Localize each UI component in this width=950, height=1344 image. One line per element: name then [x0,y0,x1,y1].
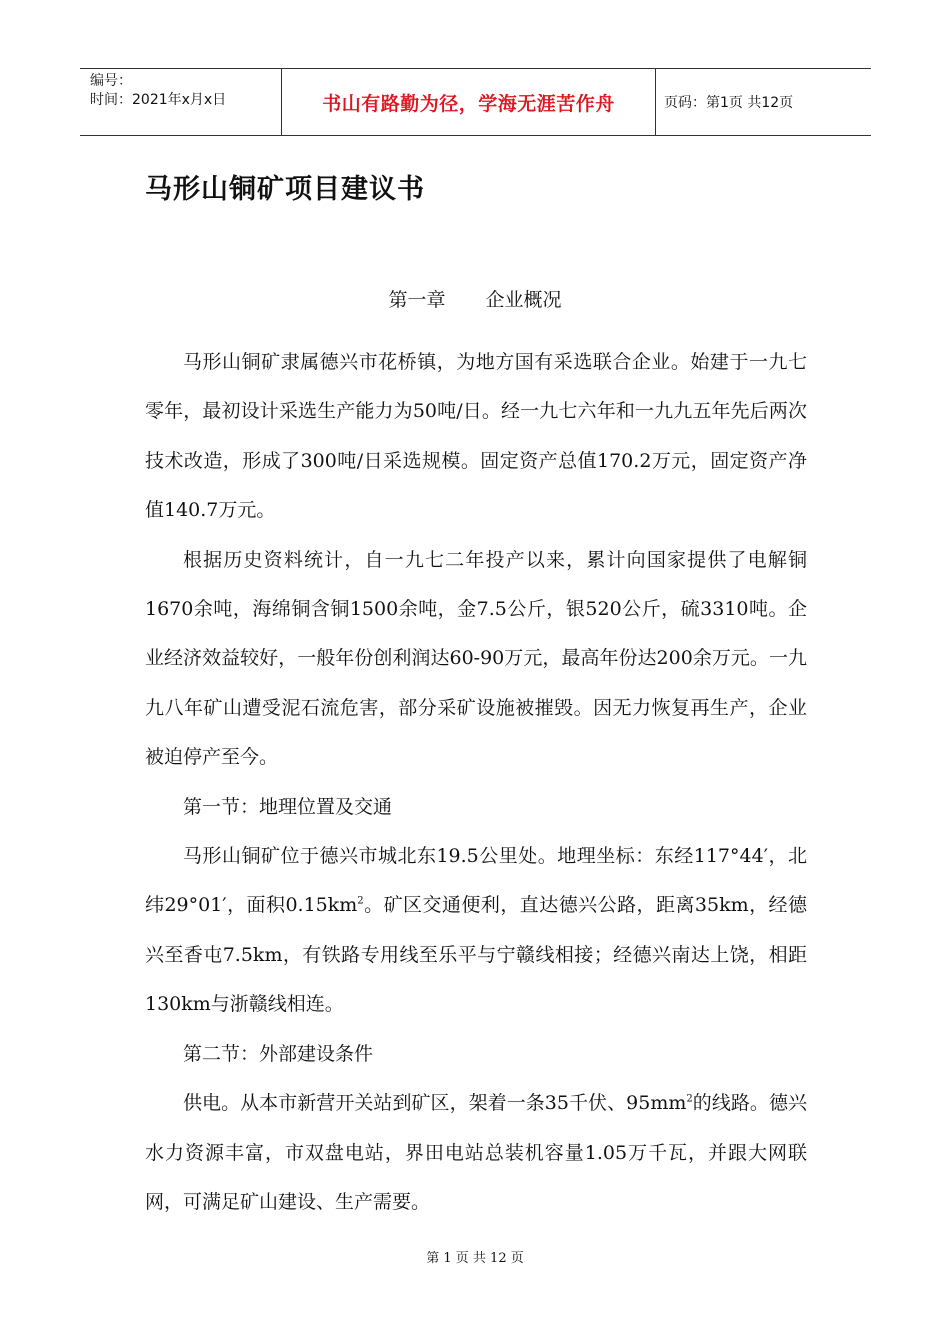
superscript-squared: 2 [686,1093,693,1105]
chapter-name: 企业概况 [485,289,562,311]
paragraph-history: 根据历史资料统计，自一九七二年投产以来，累计向国家提供了电解铜1670余吨，海绵铜含铜1500余吨，金7.5公斤，银520公斤，硫3310吨。企业经济效益较好，一般年份创利润达60-90万元，最高年份达200余万元。一九九八年矿山遭受泥石流危害，部分采矿设施被摧毁。因无力恢复再生产，企业被迫停产至今。 [145,548,807,769]
page-footer: 第 1 页 共 12 页 [426,1251,524,1266]
header-motto: 书山有路勤为径，学海无涯苦作舟 [322,92,615,115]
header-page-info: 页码：第1页 共12页 [664,95,794,111]
document-body [145,338,807,1227]
header-motto-cell [282,69,656,135]
paragraph-overview: 马形山铜矿隶属德兴市花桥镇，为地方国有采选联合企业。始建于一九七零年，最初设计采选生产能力为50吨/日。经一九七六年和一九九五年先后两次技术改造，形成了300吨/日采选规模。固定资产总值170.2万元，固定资产净值140.7万元。 [145,351,807,522]
superscript-squared: 2 [357,896,364,908]
header-page-cell [656,69,871,135]
paragraph-power-text-b: 的线路。德兴水力资源丰富，市双盘电站，界田电站总装机容量1.05万千瓦，并跟大网联网，可满足矿山建设、生产需要。 [145,1092,807,1213]
section-heading-location: 第一节：地理位置及交通 [183,795,393,818]
paragraph-power-text-a: 供电。从本市新营开关站到矿区，架着一条35千伏、95mm [183,1092,687,1115]
header-meta-cell [80,69,282,135]
paragraph-location [145,832,807,1030]
paragraph-power-supply [145,1079,807,1227]
section-heading-external-conditions: 第二节：外部建设条件 [183,1042,374,1065]
document-title: 马形山铜矿项目建议书 [145,174,425,205]
document-header [80,68,871,136]
chapter-number: 第一章 [388,289,446,311]
document-date-label: 时间：2021年x月x日 [90,92,227,108]
document-number-label: 编号： [90,73,132,89]
chapter-heading [0,285,950,312]
paragraph-location-text-a: 马形山铜矿位于德兴市城北东19.5公里处。地理坐标：东经117°44′，北纬29°01′，面积0.15km [145,845,807,917]
paragraph-location-text-b: 。矿区交通便利，直达德兴公路，距离35km，经德兴至香屯7.5km，有铁路专用线至乐平与宁赣线相接；经德兴南达上饶，相距130km与浙赣线相连。 [145,894,807,1016]
